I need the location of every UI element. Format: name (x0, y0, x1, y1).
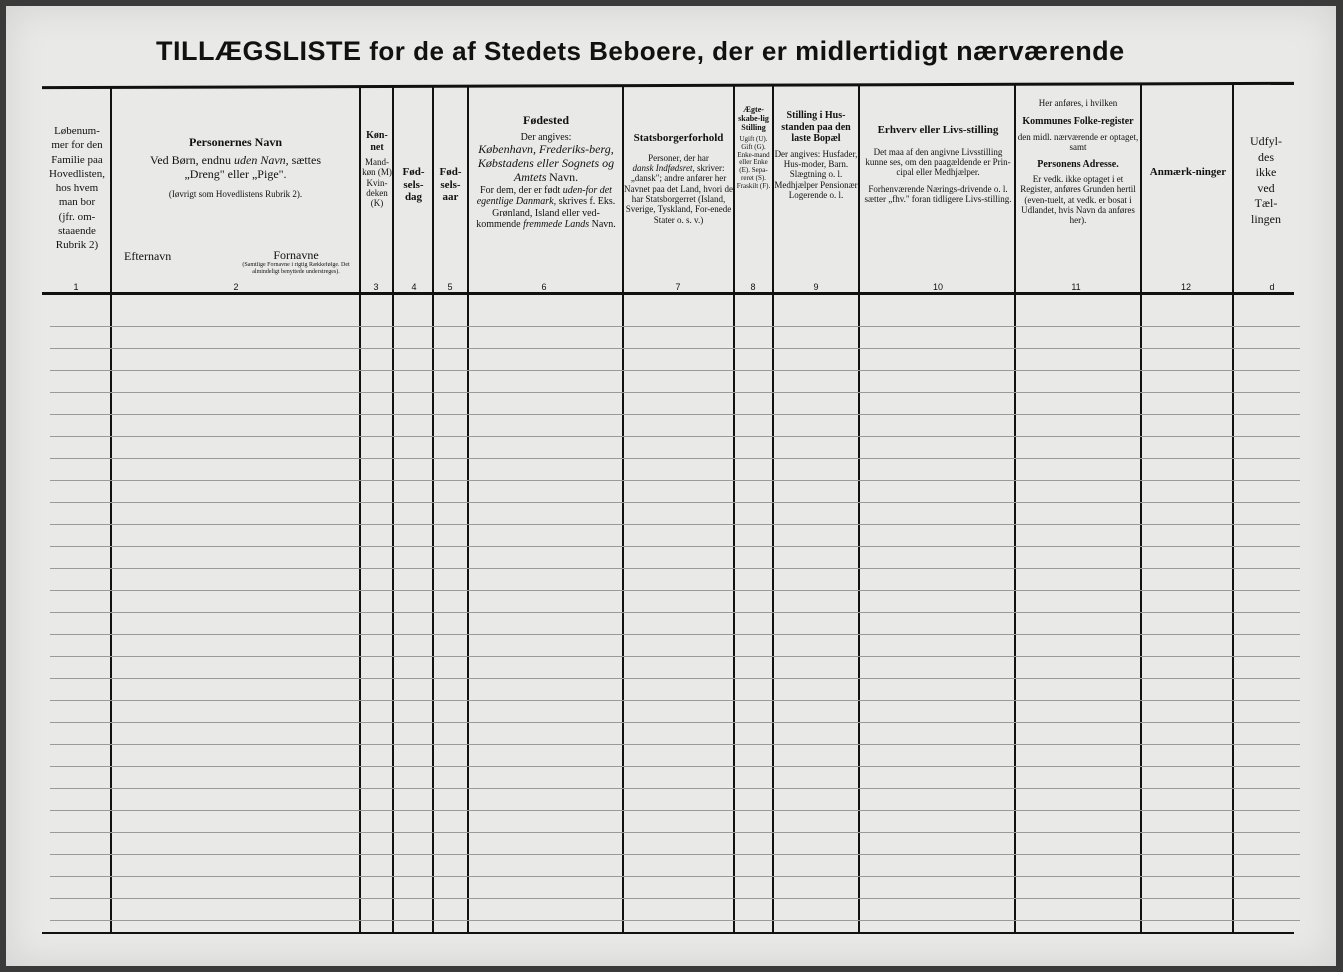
entry-row-line (50, 458, 1300, 459)
col2-text2: „Dreng" eller „Pige". (184, 166, 287, 181)
col7-heading: Statsborgerforhold (633, 132, 724, 144)
bottom-rule (42, 932, 1294, 934)
col6-text2: For dem, der er født (480, 184, 561, 196)
col6-text3: skrives f. Eks. Grønland, Island eller ved-kommende (476, 196, 616, 231)
cold-line: des (1258, 149, 1274, 164)
col1-line: (jfr. om- (58, 210, 96, 223)
col11-pre: Her anføres, i hvilken (1038, 98, 1118, 108)
col9-heading: Stilling i Hus-standen paa den laste Bopæl (781, 110, 851, 144)
col10-text1: Det maa af den angivne Livsstilling kunne ses, om den paagældende er Prin-cipal eller Medhjælper. (865, 146, 1011, 178)
col-divider-1 (110, 86, 112, 934)
col7-italic1: dansk Indfødsret, (632, 162, 695, 173)
col1-line: man bor (58, 196, 96, 209)
col-number-1: 1 (73, 282, 79, 292)
entry-row-line (50, 722, 1300, 723)
col1-line: staaende (58, 225, 96, 238)
col11-text2: Er vedk. ikke optaget i et Register, anføres Grunden hertil (even-tuelt, at vedk. er bosat i Udlandet, hvis Navn da anføres her). (1020, 174, 1136, 226)
col11-text1: den midl. nærværende er optaget, samt (1017, 131, 1139, 153)
col2-text1-italic: uden Navn, (234, 152, 289, 167)
cold-line: ikke (1255, 165, 1277, 180)
col2-text1-end: sættes (291, 152, 321, 167)
col2-forename-label: Fornavne (273, 249, 319, 262)
header-col-12 (1144, 166, 1232, 183)
entry-row-line (50, 326, 1300, 327)
col8-heading: Ægte-skabe-lig Stilling (738, 106, 769, 132)
col-number-d: d (1269, 282, 1275, 292)
col-divider-12 (1232, 84, 1234, 934)
header-col-7 (624, 132, 733, 225)
header-col-4 (395, 166, 432, 208)
entry-row-line (50, 414, 1300, 415)
col3-heading: Køn-net (366, 130, 388, 153)
top-rule (42, 82, 1294, 89)
col10-heading: Erhverv eller Livs-stilling (877, 124, 999, 136)
col-number-6: 6 (541, 282, 547, 292)
col4-heading: Fød-sels-dag (402, 166, 425, 204)
col6-text4: Navn. (591, 219, 616, 231)
col-divider-11 (1140, 84, 1142, 934)
cold-line: Udfyl- (1250, 134, 1282, 148)
col-divider-7 (733, 86, 735, 934)
entry-row-line (50, 634, 1300, 635)
col7-text2: skriver: „dansk"; andre anfører her Navnet paa det Land, hvori de har Statsborgerret (Island, Sverige, Tyskland, For-enede Stater o. s. v.) (624, 162, 733, 225)
cold-line: lingen (1251, 211, 1281, 226)
col2-text1: Ved Børn, endnu (150, 152, 231, 167)
col-divider-5 (467, 86, 469, 934)
col10-text2: Forhenværende Nærings-drivende o. l. sætter „fhv." foran tidligere Livs-stilling. (864, 183, 1012, 205)
entry-row-line (50, 524, 1300, 525)
entry-row-line (50, 920, 1300, 921)
col1-line: mer for den (51, 139, 103, 152)
col-number-5: 5 (447, 282, 453, 292)
col2-text3: (Iøvrigt som Hovedlistens Rubrik 2). (168, 189, 303, 200)
col7-text1: Personer, der har (648, 152, 709, 163)
col6-italic1: København, Frederiks-berg, Købstadens eller Sognets og Amtets (477, 142, 615, 184)
col3-text: Mand-køn (M) Kvin-deken (K) (362, 157, 392, 209)
col-number-3: 3 (373, 282, 379, 292)
entry-row-line (50, 436, 1300, 437)
col6-heading: Fødested (523, 114, 569, 127)
entry-row-line (50, 612, 1300, 613)
header-col-10 (864, 124, 1012, 204)
entry-row-line (50, 480, 1300, 481)
col2-heading: Personernes Navn (189, 136, 282, 149)
header-col-5 (434, 166, 467, 208)
col-number-9: 9 (813, 282, 819, 292)
col1-line: Hovedlisten, (49, 167, 105, 180)
col6-text1: Der angives: (520, 131, 572, 143)
col-number-8: 8 (750, 282, 756, 292)
col9-text: Der angives: Husfader, Hus-moder, Barn. Slægtning o. l. Medhjælper Pensionær Logerende o. l. (774, 148, 858, 200)
header-col-8 (735, 106, 772, 190)
col8-text: Ugift (U). Gift (G). Enke-mand eller Enke (E). Sepa-reret (S). Fraskilt (F). (736, 135, 771, 190)
col-divider-2 (359, 86, 361, 934)
entry-row-line (50, 766, 1300, 767)
col1-line: hos hvem (55, 182, 99, 195)
header-col-3 (362, 130, 392, 209)
entry-row-line (50, 810, 1300, 811)
entry-row-line (50, 788, 1300, 789)
col-divider-3 (392, 86, 394, 934)
entry-row-line (50, 854, 1300, 855)
entry-row-line (50, 392, 1300, 393)
entry-row-line (50, 656, 1300, 657)
col12-heading: Anmærk-ninger (1149, 166, 1227, 178)
form-sheet (6, 6, 1336, 966)
entry-row-line (50, 898, 1300, 899)
col-divider-9 (858, 86, 860, 934)
col-number-10: 10 (932, 282, 943, 292)
header-col-d (1236, 134, 1296, 228)
header-col-1 (44, 124, 110, 253)
col11-heading2: Personens Adresse. (1037, 158, 1119, 170)
cold-line: ved (1257, 180, 1275, 195)
title-main: TILLÆGSLISTE (156, 36, 362, 66)
col2-forename-note: (Samtlige Fornavne i rigtig Rækkefølge. Det almindeligt benyttede understreges). (242, 262, 350, 275)
title-emphasis: midlertidigt nærværende (795, 36, 1125, 66)
header-col-9 (774, 110, 858, 200)
col11-heading: Kommunes Folke-register (1022, 116, 1134, 128)
header-col-2 (114, 136, 357, 200)
entry-row-line (50, 678, 1300, 679)
entry-row-line (50, 502, 1300, 503)
col6-text-after: Navn. (549, 169, 579, 184)
entry-row-line (50, 876, 1300, 877)
entry-row-line (50, 546, 1300, 547)
col1-line: Familie paa (51, 153, 103, 166)
col5-heading: Fød-sels-aar (439, 166, 462, 204)
entry-row-line (50, 568, 1300, 569)
col-divider-8 (772, 86, 774, 934)
entry-row-line (50, 744, 1300, 745)
col6-italic3: fremmede Lands (523, 219, 590, 231)
header-col-6 (472, 114, 620, 231)
col-number-2: 2 (233, 282, 239, 292)
col2-surname-label: Efternavn (124, 250, 172, 263)
entry-row-line (50, 700, 1300, 701)
entry-row-line (50, 832, 1300, 833)
col-number-7: 7 (675, 282, 681, 292)
form-title (156, 36, 1206, 67)
col1-line: Løbenum- (54, 125, 100, 137)
col-number-12: 12 (1180, 282, 1191, 292)
cold-line: Tæl- (1254, 196, 1278, 211)
col-divider-4 (432, 86, 434, 934)
col-number-4: 4 (411, 282, 417, 292)
col1-line: Rubrik 2) (55, 239, 99, 252)
entry-row-line (50, 590, 1300, 591)
col-number-11: 11 (1071, 282, 1081, 292)
header-bottom-rule (42, 292, 1294, 295)
col6-italic2: uden-for det egentlige Danmark, (476, 184, 612, 208)
title-middle: for de af Stedets Beboere, der er (361, 36, 796, 66)
entry-row-line (50, 348, 1300, 349)
entry-row-line (50, 370, 1300, 371)
header-col-11 (1016, 98, 1140, 226)
